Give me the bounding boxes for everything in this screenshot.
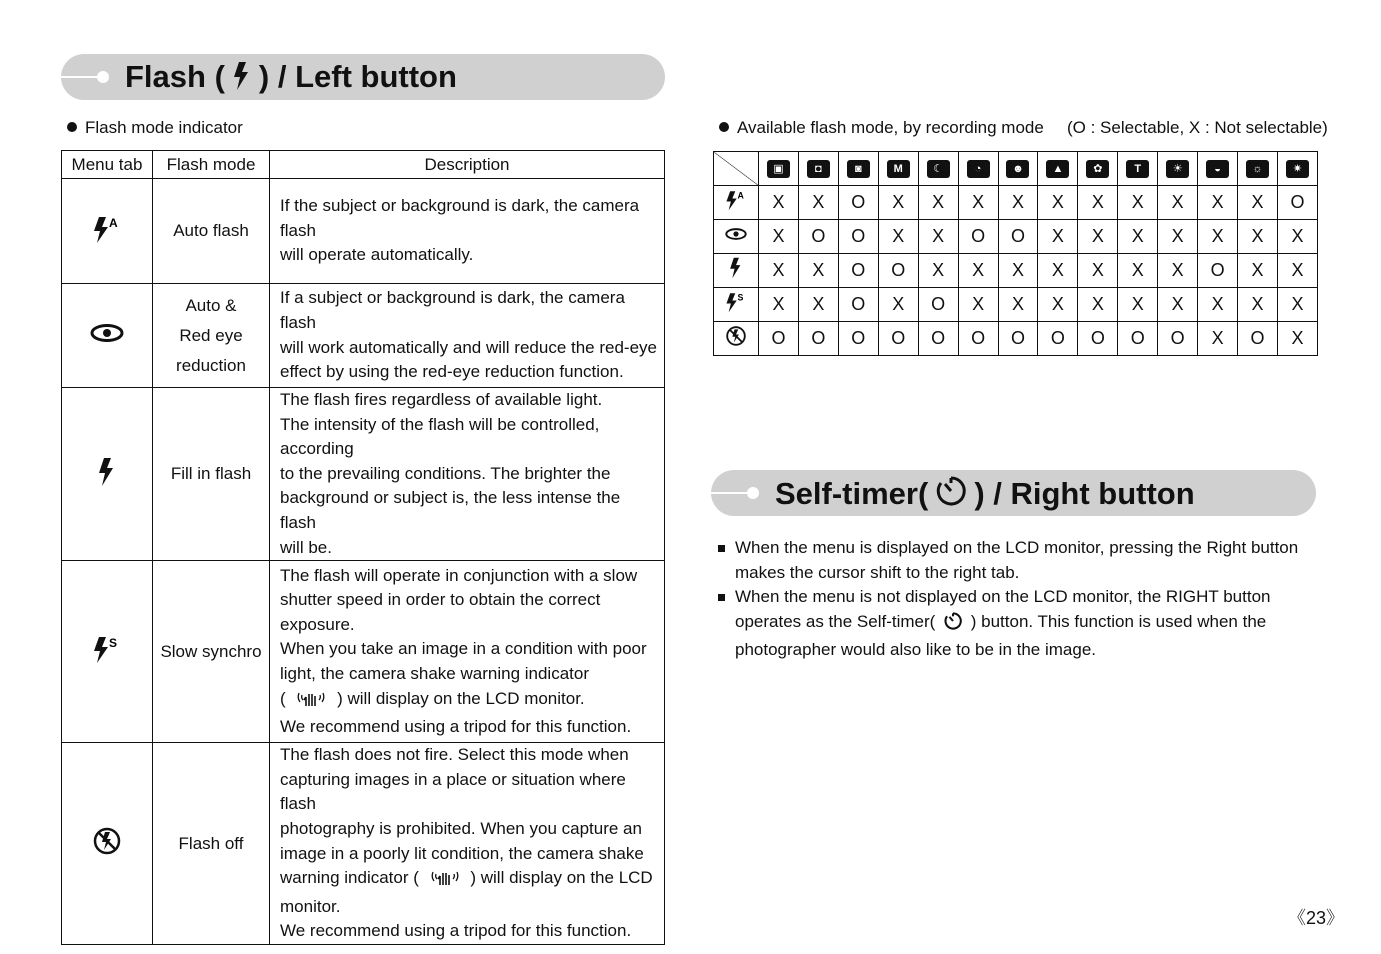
description-line: The flash fires regardless of available light.: [280, 390, 603, 409]
grid-cell: X: [759, 288, 799, 322]
svg-text:A: A: [109, 215, 118, 230]
grid-cell: X: [759, 220, 799, 254]
list-item: [718, 536, 1318, 585]
grid-cell: X: [1158, 186, 1198, 220]
grid-cell: X: [1118, 186, 1158, 220]
grid-cell: X: [878, 220, 918, 254]
grid-cell: X: [1198, 186, 1238, 220]
grid-mode-header: [1277, 152, 1317, 186]
grid-row: [714, 322, 1318, 356]
grid-cell: X: [918, 220, 958, 254]
landscape-icon: [1046, 160, 1069, 178]
grid-cell: X: [798, 288, 838, 322]
flash-mode-description: [270, 388, 665, 561]
manual-icon: [887, 160, 910, 178]
grid-cell: X: [1238, 186, 1278, 220]
grid-cell: X: [1038, 186, 1078, 220]
grid-cell: X: [1118, 254, 1158, 288]
night-icon: [927, 160, 950, 178]
flash-mode-name: [153, 561, 270, 743]
grid-cell: O: [838, 322, 878, 356]
grid-cell: X: [1038, 254, 1078, 288]
mode-glyph: ☾: [933, 163, 944, 176]
grid-cell: X: [1277, 220, 1317, 254]
grid-cell: X: [1078, 288, 1118, 322]
grid-cell: X: [1198, 220, 1238, 254]
grid-cell: X: [1238, 220, 1278, 254]
grid-cell: X: [759, 254, 799, 288]
flash-mode-line: reduction: [176, 355, 246, 375]
table-header-row: [62, 151, 665, 179]
grid-mode-header: [1158, 152, 1198, 186]
fill-flash-icon: [62, 388, 153, 561]
mode-glyph: ✷: [1292, 163, 1303, 176]
flash-mode-name: [153, 388, 270, 561]
grid-cell: O: [878, 254, 918, 288]
table-row: [62, 743, 665, 945]
grid-cell: O: [838, 186, 878, 220]
grid-cell: X: [1158, 288, 1198, 322]
grid-cell: O: [998, 322, 1038, 356]
grid-cell: X: [1238, 254, 1278, 288]
grid-cell: X: [1277, 288, 1317, 322]
page-number: 《23》: [1288, 908, 1345, 928]
svg-text:A: A: [737, 190, 744, 201]
mode-glyph: ◙: [854, 163, 862, 176]
grid-cell: O: [958, 322, 998, 356]
grid-cell: O: [1038, 322, 1078, 356]
description-line: will be.: [280, 537, 332, 557]
flash-mode-description: [270, 561, 665, 743]
grid-cell: X: [958, 254, 998, 288]
self-timer-title: [775, 474, 1195, 517]
description-line: effect by using the red-eye reduction function.: [280, 362, 624, 382]
grid-cell: X: [759, 186, 799, 220]
self-timer-title-bar: [711, 470, 1316, 516]
description-line: The flash does not fire. Select this mode when: [280, 745, 629, 765]
grid-cell: X: [1277, 322, 1317, 356]
grid-mode-header: [918, 152, 958, 186]
grid-mode-header: [759, 152, 799, 186]
grid-mode-header: [1038, 152, 1078, 186]
grid-row: [714, 220, 1318, 254]
grid-cell: O: [1118, 322, 1158, 356]
description-line: will operate automatically.: [280, 245, 474, 265]
table-row: [62, 561, 665, 743]
flash-title-text-2: ) / Left button: [258, 59, 457, 94]
auto-flash-icon: [714, 186, 759, 220]
grid-cell: O: [1198, 254, 1238, 288]
flash-mode-line: Red eye: [179, 325, 243, 345]
table-row: [62, 284, 665, 388]
mode-glyph: ☀: [1172, 163, 1183, 176]
header-menu-tab: Menu tab: [62, 151, 153, 179]
grid-cell: O: [918, 288, 958, 322]
description-line: If a subject or background is dark, the camera flash: [280, 288, 625, 332]
grid-cell: X: [1078, 220, 1118, 254]
available-flash-heading: Available flash mode, by recording mode: [719, 118, 1044, 138]
description-line: shutter speed in order to obtain the correct exposure.: [280, 590, 601, 634]
grid-cell: X: [958, 186, 998, 220]
self-timer-title-text: Self-timer(: [775, 476, 929, 511]
flash-off-icon: [62, 743, 153, 945]
grid-cell: X: [1238, 288, 1278, 322]
flash-mode-description: [270, 743, 665, 945]
description-line: warning indicator ( ) will display on the LCD: [280, 866, 660, 895]
flash-mode-line: Auto flash: [173, 221, 249, 240]
square-bullet: [718, 594, 725, 601]
flash-mode-line: Fill in flash: [170, 464, 252, 484]
svg-text:S: S: [109, 636, 118, 651]
mode-glyph: ◔: [974, 163, 982, 176]
grid-cell: X: [1158, 220, 1198, 254]
flash-icon: [231, 61, 253, 100]
backlight-icon: [1246, 160, 1269, 178]
grid-mode-header: [1078, 152, 1118, 186]
mode-glyph: ▣: [773, 163, 784, 176]
description-line: monitor.: [280, 896, 341, 916]
movie-icon: [767, 160, 790, 178]
grid-cell: O: [759, 322, 799, 356]
grid-cell: X: [798, 254, 838, 288]
svg-text:S: S: [737, 292, 744, 303]
grid-cell: O: [1078, 322, 1118, 356]
description-line: The flash will operate in conjunction with a slow: [280, 565, 638, 585]
text-icon: [1126, 160, 1149, 178]
red-eye-icon: [714, 220, 759, 254]
camera-shake-icon: [430, 867, 460, 895]
grid-cell: X: [918, 254, 958, 288]
grid-cell: O: [838, 220, 878, 254]
grid-cell: O: [1238, 322, 1278, 356]
flash-mode-description: [270, 284, 665, 388]
note-line: When the menu is not displayed on the LCD monitor, the RIGHT button: [735, 587, 1271, 607]
flash-title-text: Flash (: [125, 59, 225, 94]
list-item: [718, 585, 1318, 663]
description-line: capturing images in a place or situation where flash: [280, 769, 626, 814]
mode-glyph: ☼: [1252, 163, 1263, 176]
grid-cell: X: [998, 288, 1038, 322]
mode-glyph: ▲: [1052, 163, 1064, 176]
camera-icon: [807, 160, 830, 178]
grid-cell: X: [1118, 288, 1158, 322]
description-line: background or subject is, the less intense the flash: [280, 488, 621, 532]
self-timer-icon: [943, 611, 963, 639]
description-line: to the prevailing conditions. The brighter the: [280, 463, 611, 483]
grid-mode-header: [1198, 152, 1238, 186]
mode-glyph: ◘: [815, 163, 822, 176]
grid-cell: O: [918, 322, 958, 356]
flash-mode-name: [153, 179, 270, 284]
grid-cell: O: [798, 220, 838, 254]
mode-glyph: ◒: [1214, 163, 1221, 176]
grid-mode-header: [958, 152, 998, 186]
fill-flash-icon: [714, 254, 759, 288]
camera-shake-icon: [296, 688, 326, 716]
grid-mode-header: [998, 152, 1038, 186]
grid-cell: X: [1038, 288, 1078, 322]
slow-synchro-icon: [714, 288, 759, 322]
grid-cell: O: [878, 322, 918, 356]
grid-cell: X: [1118, 220, 1158, 254]
description-line: ( ) will display on the LCD monitor.: [280, 687, 660, 716]
grid-mode-header: [1118, 152, 1158, 186]
grid-cell: X: [878, 186, 918, 220]
note-line: photographer would also like to be in the image.: [735, 640, 1097, 660]
grid-header-row: [714, 152, 1318, 186]
closeup-icon: [1086, 160, 1109, 178]
grid-cell: O: [838, 288, 878, 322]
self-timer-notes: [718, 536, 1318, 663]
slow-synchro-icon: [62, 561, 153, 743]
grid-cell: X: [1198, 322, 1238, 356]
grid-cell: X: [1158, 254, 1198, 288]
mode-glyph: ✿: [1093, 163, 1103, 176]
square-bullet: [718, 545, 725, 552]
grid-cell: O: [1277, 186, 1317, 220]
grid-cell: O: [958, 220, 998, 254]
note-line: operates as the Self-timer( ) button. This function is used when the: [735, 610, 1318, 639]
flash-mode-indicator-heading: Flash mode indicator: [67, 118, 243, 138]
grid-cell: O: [998, 220, 1038, 254]
note-line: makes the cursor shift to the right tab.: [735, 562, 1020, 582]
grid-cell: X: [1277, 254, 1317, 288]
grid-cell: X: [1078, 186, 1118, 220]
flash-mode-name: [153, 284, 270, 388]
flash-title: [125, 58, 457, 100]
grid-cell: X: [918, 186, 958, 220]
mode-glyph: T: [1134, 163, 1142, 176]
grid-cell: X: [998, 254, 1038, 288]
grid-mode-header: [798, 152, 838, 186]
grid-corner: [714, 152, 759, 186]
grid-cell: O: [838, 254, 878, 288]
grid-cell: O: [1158, 322, 1198, 356]
grid-mode-header: [1238, 152, 1278, 186]
flash-off-icon: [714, 322, 759, 356]
grid-cell: X: [1198, 288, 1238, 322]
auto-flash-icon: [62, 179, 153, 284]
description-line: We recommend using a tripod for this function.: [280, 717, 632, 737]
children-icon: [1006, 160, 1029, 178]
flash-mode-table: [61, 150, 665, 945]
fireworks-icon: [1286, 160, 1309, 178]
table-row: [62, 388, 665, 561]
red-eye-icon: [62, 284, 153, 388]
description-line: photography is prohibited. When you capture an: [280, 818, 642, 838]
flash-mode-line: Slow synchro: [160, 641, 262, 661]
description-line: When you take an image in a condition with poor: [280, 639, 647, 659]
grid-row: [714, 186, 1318, 220]
mode-glyph: M: [893, 163, 903, 176]
description-line: will work automatically and will reduce the red-eye: [280, 337, 657, 357]
grid-cell: O: [798, 322, 838, 356]
self-timer-title-text-2: ) / Right button: [974, 476, 1195, 511]
grid-cell: X: [998, 186, 1038, 220]
self-timer-icon: [934, 474, 968, 517]
selectable-legend: (O : Selectable, X : Not selectable): [1067, 118, 1328, 137]
flash-mode-description: [270, 179, 665, 284]
flash-mode-line: Auto &: [185, 295, 237, 315]
grid-cell: X: [1078, 254, 1118, 288]
table-row: [62, 179, 665, 284]
grid-cell: X: [958, 288, 998, 322]
flash-availability-grid: [713, 151, 1318, 356]
header-flash-mode: Flash mode: [153, 151, 270, 179]
mode-glyph: ☻: [1012, 163, 1024, 176]
flash-mode-name: [153, 743, 270, 945]
note-line: When the menu is displayed on the LCD monitor, pressing the Right button: [735, 538, 1299, 557]
grid-mode-header: [838, 152, 878, 186]
description-line: If the subject or background is dark, the camera flash: [280, 196, 640, 240]
description-line: image in a poorly lit condition, the camera shake: [280, 843, 644, 863]
description-line: We recommend using a tripod for this function.: [280, 921, 632, 941]
program-icon: [847, 160, 870, 178]
grid-cell: X: [798, 186, 838, 220]
grid-cell: X: [1038, 220, 1078, 254]
sunset-icon: [1166, 160, 1189, 178]
portrait-icon: [967, 160, 990, 178]
header-description: Description: [270, 151, 665, 179]
description-line: The intensity of the flash will be controlled, according: [280, 414, 600, 459]
grid-cell: X: [878, 288, 918, 322]
grid-row: [714, 254, 1318, 288]
grid-row: [714, 288, 1318, 322]
flash-title-bar: [61, 54, 665, 100]
flash-mode-line: Flash off: [178, 833, 244, 853]
dawn-icon: [1206, 160, 1229, 178]
grid-mode-header: [878, 152, 918, 186]
description-line: light, the camera shake warning indicator: [280, 663, 589, 683]
